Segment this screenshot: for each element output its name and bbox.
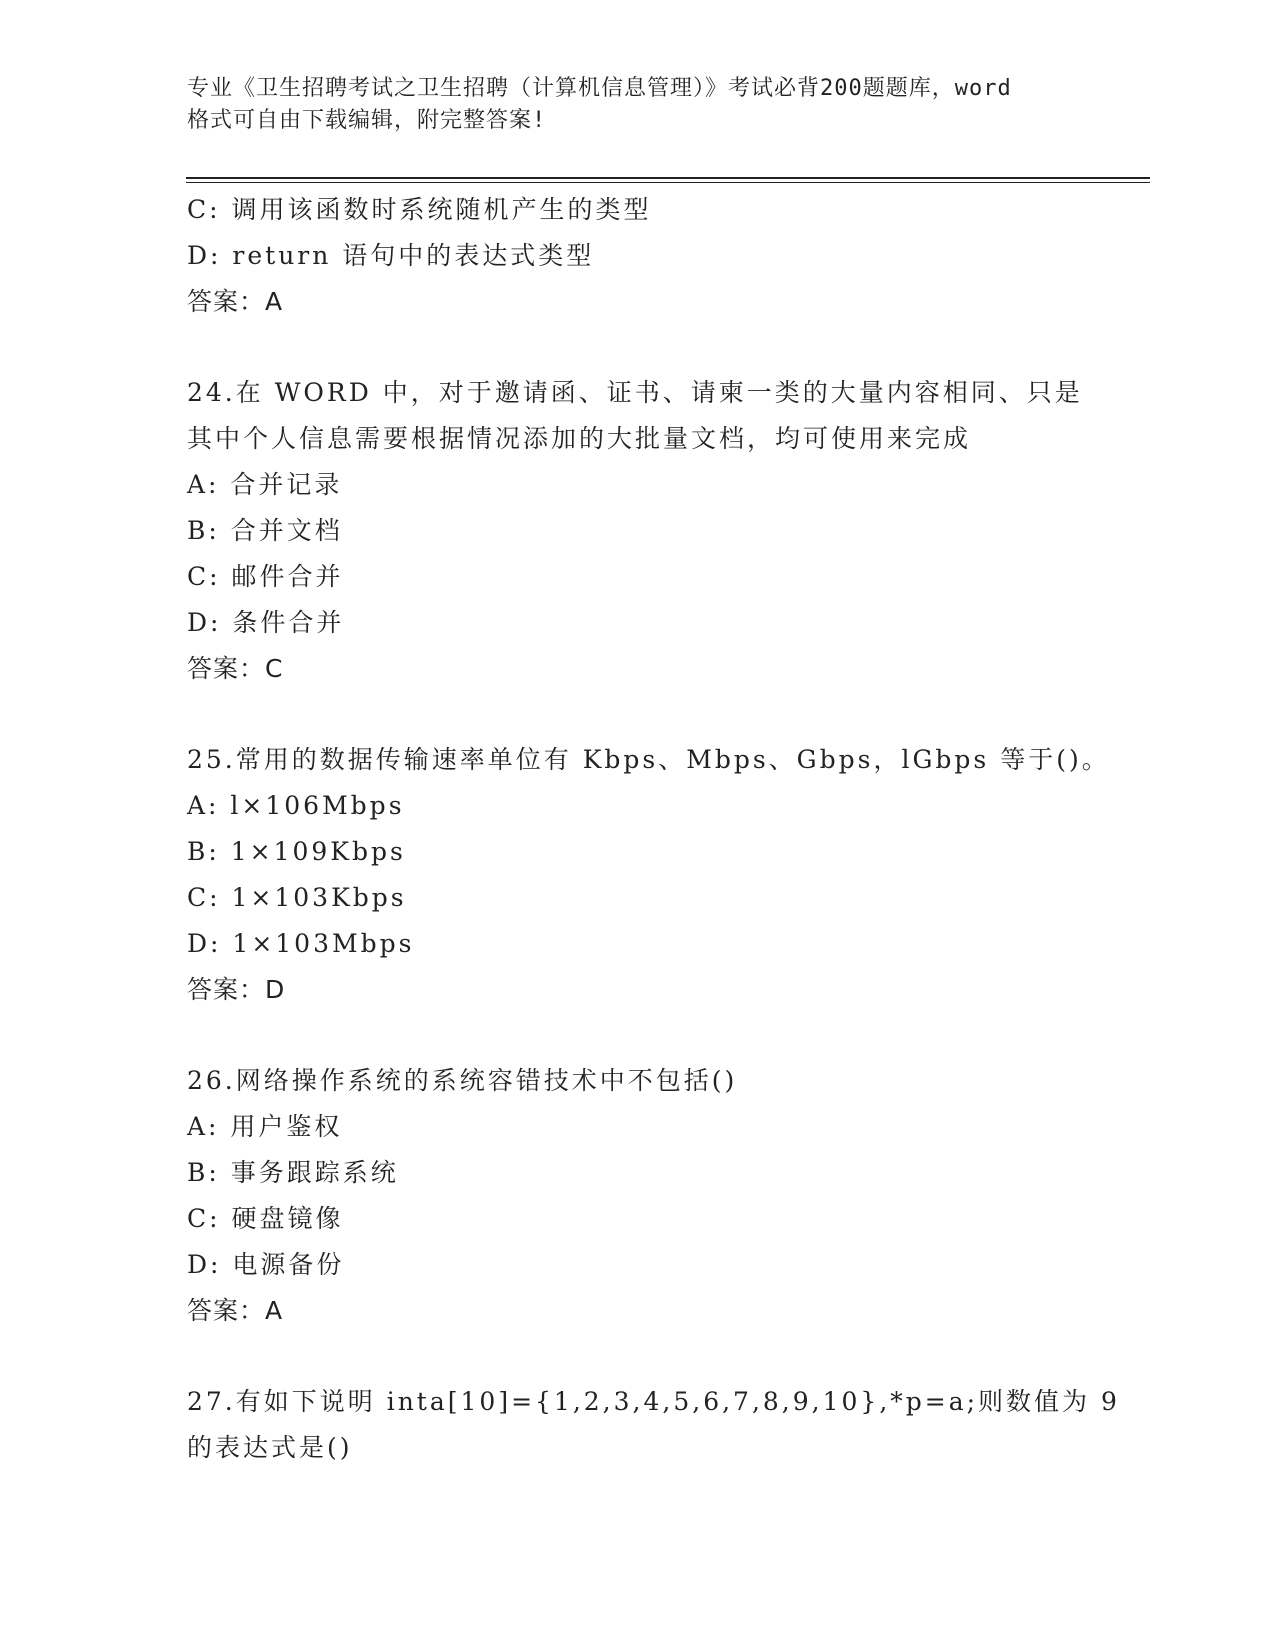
option-a: A: 用户鉴权 (187, 1112, 343, 1141)
answer: 答案：C (187, 654, 284, 683)
header-divider-thin (186, 182, 1150, 183)
option-a: A: l×106Mbps (187, 791, 405, 820)
answer: 答案：D (187, 975, 286, 1004)
option-d: D: 电源备份 (187, 1250, 345, 1279)
option-b: B: 合并文档 (187, 516, 343, 545)
question-text-line-1: 26.网络操作系统的系统容错技术中不包括() (187, 1066, 738, 1095)
question-25 (187, 737, 1110, 1013)
spacer (187, 1334, 1087, 1379)
header-line-2: 格式可自由下载编辑，附完整答案! (187, 108, 547, 133)
option-d: D: return 语句中的表达式类型 (187, 241, 595, 270)
option-c: C: 邮件合并 (187, 562, 344, 591)
question-text-line-1: 27.有如下说明 inta[10]={1,2,3,4,5,6,7,8,9,10},*p=a;则数值为 9 (187, 1387, 1120, 1416)
question-text-line-1: 25.常用的数据传输速率单位有 Kbps、Mbps、Gbps，lGbps 等于()。 (187, 745, 1110, 774)
option-b: B: 1×109Kbps (187, 837, 406, 866)
question-26 (187, 1058, 1087, 1334)
question-24 (187, 370, 1087, 692)
option-c: C: 硬盘镜像 (187, 1204, 344, 1233)
option-d: D: 条件合并 (187, 608, 345, 637)
option-c: C: 1×103Kbps (187, 883, 407, 912)
spacer (187, 325, 1087, 370)
header-line-1: 专业《卫生招聘考试之卫生招聘（计算机信息管理）》考试必背200题题库，word (187, 76, 1012, 101)
header-divider-thick (186, 177, 1150, 179)
spacer (187, 692, 1087, 737)
spacer (187, 1013, 1087, 1058)
question-text-line-1: 24.在 WORD 中，对于邀请函、证书、请柬一类的大量内容相同、只是 (187, 378, 1083, 407)
answer: 答案：A (187, 287, 284, 316)
question-text-line-2: 其中个人信息需要根据情况添加的大批量文档，均可使用来完成 (187, 424, 972, 453)
question-23-tail (187, 187, 1087, 325)
option-b: B: 事务跟踪系统 (187, 1158, 399, 1187)
question-list (187, 187, 1120, 1471)
answer: 答案：A (187, 1296, 284, 1325)
option-a: A: 合并记录 (187, 470, 343, 499)
question-text-line-2: 的表达式是() (187, 1433, 353, 1462)
question-27 (187, 1379, 1120, 1471)
document-header (187, 73, 1087, 137)
option-c: C: 调用该函数时系统随机产生的类型 (187, 195, 652, 224)
option-d: D: 1×103Mbps (187, 929, 415, 958)
